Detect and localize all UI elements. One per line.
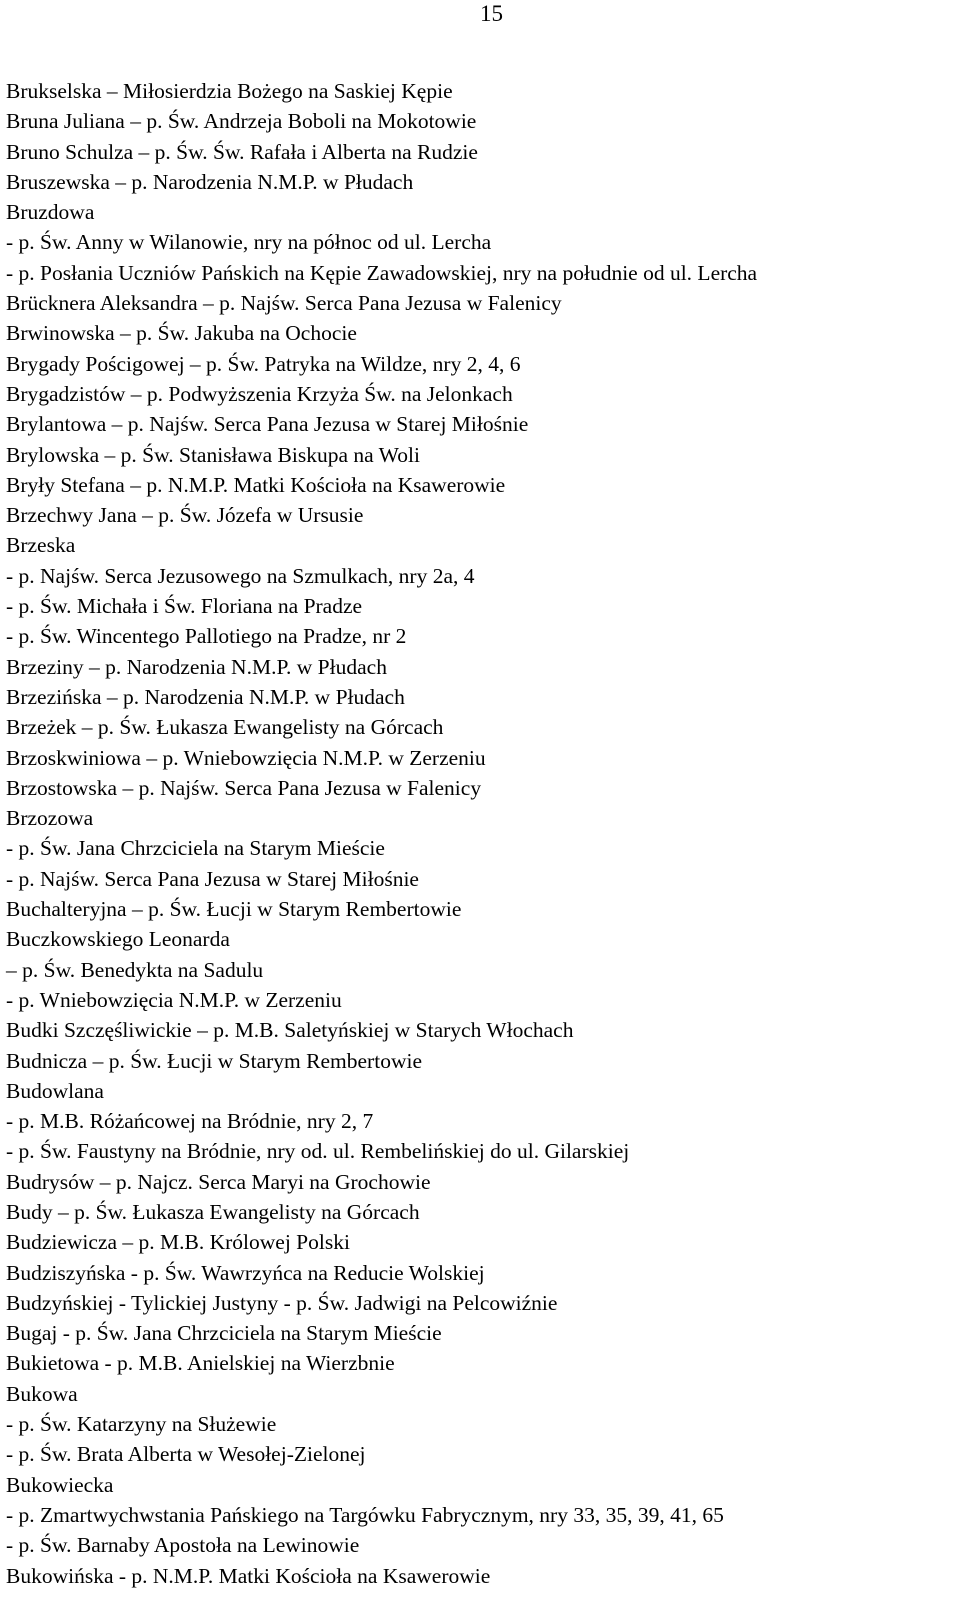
list-item: Brzozowa bbox=[6, 806, 94, 831]
list-item: - p. Św. Brata Alberta w Wesołej-Zielonej bbox=[6, 1442, 366, 1467]
list-item: Bryły Stefana – p. N.M.P. Matki Kościoła na Ksawerowie bbox=[6, 472, 506, 497]
list-item: Buczkowskiego Leonarda bbox=[6, 927, 230, 952]
list-item: – p. Św. Benedykta na Sadulu bbox=[6, 957, 264, 982]
list-item: - p. Św. Wincentego Pallotiego na Pradze, nr 2 bbox=[6, 624, 407, 649]
list-item: Brzoskwiniowa – p. Wniebowzięcia N.M.P. w Zerzeniu bbox=[6, 745, 486, 770]
list-item: Budnicza – p. Św. Łucji w Starym Rembertowie bbox=[6, 1048, 422, 1073]
list-item: Brzeska bbox=[6, 533, 76, 558]
list-item: Bukowiecka bbox=[6, 1472, 114, 1497]
list-item: Buchalteryjna – p. Św. Łucji w Starym Rembertowie bbox=[6, 897, 462, 922]
list-item: Budzyńskiej - Tylickiej Justyny - p. Św. Jadwigi na Pelcowiźnie bbox=[6, 1290, 558, 1315]
list-item: Bugaj - p. Św. Jana Chrzciciela na Starym Mieście bbox=[6, 1321, 442, 1346]
list-item: Bruno Schulza – p. Św. Św. Rafała i Alberta na Rudzie bbox=[6, 139, 478, 164]
list-item: Budy – p. Św. Łukasza Ewangelisty na Górcach bbox=[6, 1199, 420, 1224]
list-item: Brukselska – Miłosierdzia Bożego na Saskiej Kępie bbox=[6, 79, 453, 103]
list-item: Brygady Pościgowej – p. Św. Patryka na Wildze, nry 2, 4, 6 bbox=[6, 351, 521, 376]
list-item: - p. Posłania Uczniów Pańskich na Kępie Zawadowskiej, nry na południe od ul. Lercha bbox=[6, 260, 758, 285]
list-item: Brücknera Aleksandra – p. Najśw. Serca Pana Jezusa w Falenicy bbox=[6, 291, 562, 316]
list-item: - p. Św. Katarzyny na Służewie bbox=[6, 1412, 277, 1437]
list-item: - p. M.B. Różańcowej na Bródnie, nry 2, 7 bbox=[6, 1109, 374, 1134]
list-item: Brzezińska – p. Narodzenia N.M.P. w Płudach bbox=[6, 684, 405, 709]
list-item: Bukietowa - p. M.B. Anielskiej na Wierzbnie bbox=[6, 1351, 395, 1376]
list-item: - p. Św. Barnaby Apostoła na Lewinowie bbox=[6, 1533, 360, 1558]
list-item: - p. Najśw. Serca Pana Jezusa w Starej Miłośnie bbox=[6, 866, 419, 891]
list-item: Bruna Juliana – p. Św. Andrzeja Boboli na Mokotowie bbox=[6, 109, 477, 134]
list-item: Budziszyńska - p. Św. Wawrzyńca na Reducie Wolskiej bbox=[6, 1260, 485, 1285]
list-item: Bruszewska – p. Narodzenia N.M.P. w Płudach bbox=[6, 169, 414, 194]
list-item: - p. Zmartwychwstania Pańskiego na Targówku Fabrycznym, nry 33, 35, 39, 41, 65 bbox=[6, 1502, 724, 1527]
list-item: Budowlana bbox=[6, 1078, 104, 1103]
list-item: Brwinowska – p. Św. Jakuba na Ochocie bbox=[6, 321, 357, 346]
list-item: Brzechwy Jana – p. Św. Józefa w Ursusie bbox=[6, 503, 364, 528]
list-item: Brylowska – p. Św. Stanisława Biskupa na Woli bbox=[6, 442, 420, 467]
list-item: Bukowińska - p. N.M.P. Matki Kościoła na Ksawerowie bbox=[6, 1563, 491, 1588]
list-item: - p. Św. Faustyny na Bródnie, nry od. ul. Rembelińskiej do ul. Gilarskiej bbox=[6, 1139, 630, 1164]
list-item: Brzostowska – p. Najśw. Serca Pana Jezusa w Falenicy bbox=[6, 775, 482, 800]
street-parish-list bbox=[6, 76, 950, 1591]
list-item: Bruzdowa bbox=[6, 200, 95, 225]
list-item: Budrysów – p. Najcz. Serca Maryi na Grochowie bbox=[6, 1169, 431, 1194]
list-item: Bukowa bbox=[6, 1381, 78, 1406]
list-item: Brzeżek – p. Św. Łukasza Ewangelisty na Górcach bbox=[6, 715, 444, 740]
list-item: Brzeziny – p. Narodzenia N.M.P. w Płudach bbox=[6, 654, 387, 679]
list-item: - p. Św. Anny w Wilanowie, nry na północ od ul. Lercha bbox=[6, 230, 492, 255]
list-item: - p. Św. Jana Chrzciciela na Starym Mieście bbox=[6, 836, 385, 861]
list-item: Budziewicza – p. M.B. Królowej Polski bbox=[6, 1230, 350, 1255]
list-item: - p. Najśw. Serca Jezusowego na Szmulkach, nry 2a, 4 bbox=[6, 563, 475, 588]
list-item: Brygadzistów – p. Podwyższenia Krzyża Św. na Jelonkach bbox=[6, 381, 513, 406]
list-item: - p. Wniebowzięcia N.M.P. w Zerzeniu bbox=[6, 987, 342, 1012]
list-item: Brylantowa – p. Najśw. Serca Pana Jezusa w Starej Miłośnie bbox=[6, 412, 529, 437]
list-item: - p. Św. Michała i Św. Floriana na Pradze bbox=[6, 594, 363, 619]
list-item: Budki Szczęśliwickie – p. M.B. Saletyńskiej w Starych Włochach bbox=[6, 1018, 574, 1043]
page-number: 15 bbox=[480, 1, 503, 26]
